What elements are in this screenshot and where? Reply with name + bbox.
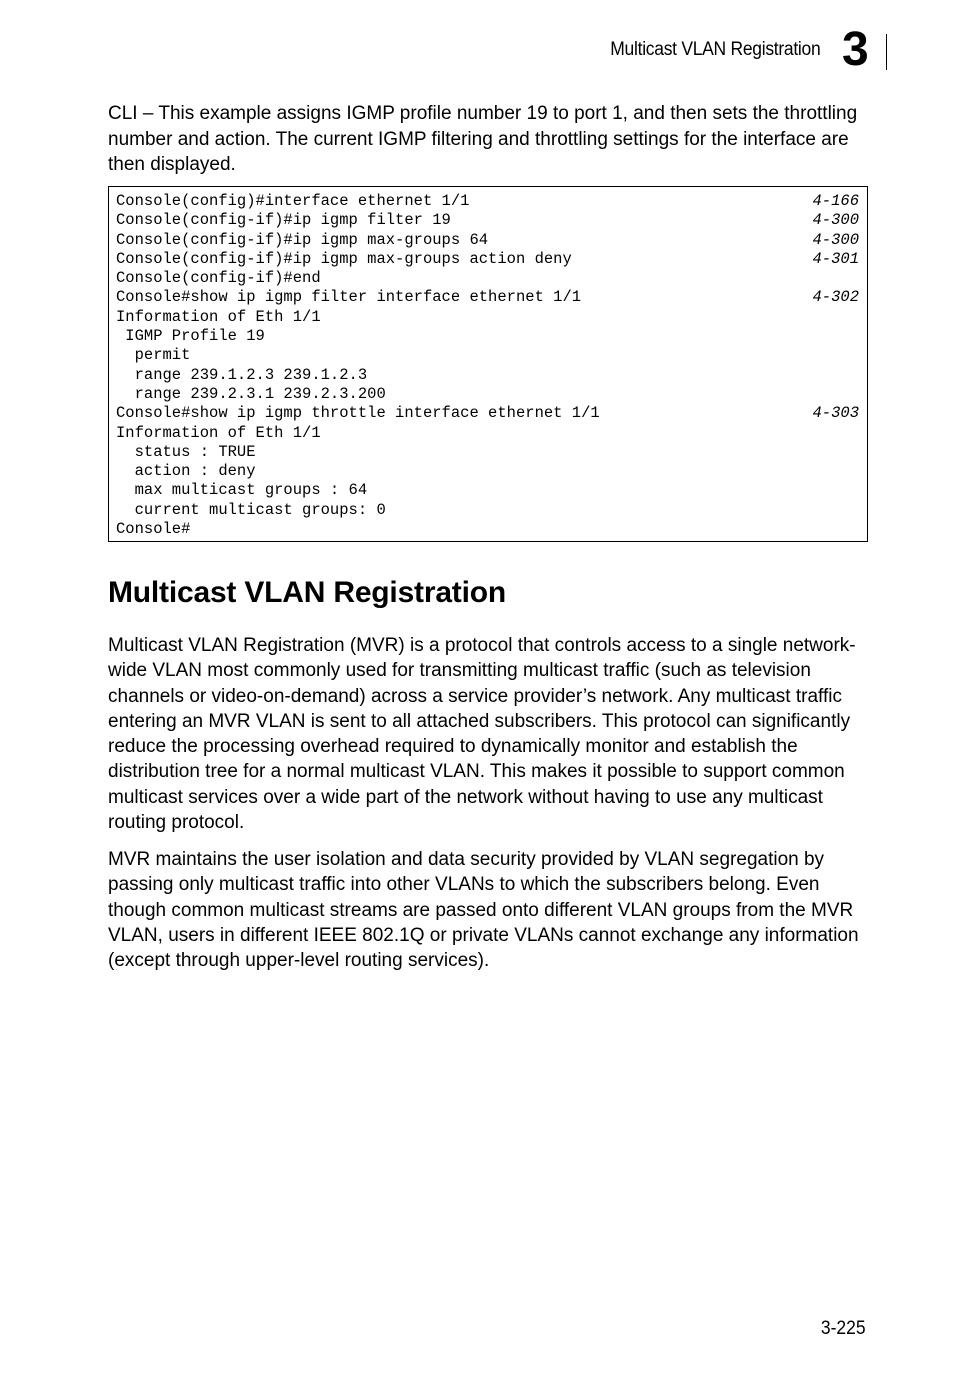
body-paragraph: MVR maintains the user isolation and data security provided by VLAN segregation by passing only multicast traffic into other VLANs to which the subscribers belong. Even though common multicast streams are passed onto different VLAN groups from the MVR VLAN, users in different IEEE 802.1Q or private VLANs cannot exchange any information (except through upper-level routing services). <box>108 849 859 972</box>
code-line <box>116 424 859 443</box>
chapter-divider <box>886 34 887 70</box>
code-line <box>116 250 859 269</box>
section-heading: Multicast VLAN Registration <box>108 576 506 609</box>
code-command: Console# <box>116 520 191 539</box>
code-line <box>116 443 859 462</box>
code-command: range 239.1.2.3 239.1.2.3 <box>116 365 368 384</box>
code-line <box>116 211 859 230</box>
code-line <box>116 520 859 539</box>
code-line <box>116 269 859 288</box>
running-header-title: Multicast VLAN Registration <box>609 39 820 60</box>
code-page-reference: 4-301 <box>812 249 859 268</box>
code-command: Console(config-if)#ip igmp max-groups action deny <box>116 249 572 268</box>
code-command: action : deny <box>116 462 256 481</box>
code-page-reference: 4-300 <box>812 230 859 249</box>
body-paragraph: Multicast VLAN Registration (MVR) is a protocol that controls access to a single network-wide VLAN most commonly used for transmitting multicast traffic (such as television channels or video-on-demand) across a service provider’s network. Any multicast traffic entering an MVR VLAN is sent to all attached subscribers. This protocol can significantly reduce the processing overhead required to dynamically monitor and establish the distribution tree for a normal multicast VLAN. This makes it possible to support common multicast services over a wide part of the network without having to use any multicast routing protocol. <box>108 635 856 834</box>
chapter-number: 3 <box>842 23 869 76</box>
code-command: Console(config-if)#ip igmp max-groups 64 <box>116 230 489 249</box>
code-line <box>116 327 859 346</box>
code-page-reference: 4-302 <box>812 288 859 307</box>
code-command: range 239.2.3.1 239.2.3.200 <box>116 384 386 403</box>
code-command: permit <box>116 346 191 365</box>
code-line <box>116 288 859 307</box>
code-line <box>116 308 859 327</box>
code-command: Console(config-if)#end <box>116 269 321 288</box>
code-command: Information of Eth 1/1 <box>116 307 321 326</box>
code-command: Console(config)#interface ethernet 1/1 <box>116 192 470 210</box>
code-page-reference: 4-166 <box>812 192 859 210</box>
code-command: Information of Eth 1/1 <box>116 423 321 442</box>
code-line <box>116 481 859 500</box>
code-page-reference: 4-303 <box>812 404 859 423</box>
page-number: 3-225 <box>821 1318 866 1339</box>
code-line <box>116 346 859 365</box>
code-command: max multicast groups : 64 <box>116 481 368 500</box>
code-line <box>116 231 859 250</box>
code-page-reference: 4-300 <box>812 211 859 230</box>
code-command: current multicast groups: 0 <box>116 500 386 519</box>
code-line <box>116 192 859 211</box>
code-line <box>116 462 859 481</box>
code-line <box>116 404 859 423</box>
code-command: Console#show ip igmp throttle interface ethernet 1/1 <box>116 404 600 423</box>
cli-intro-text: CLI – This example assigns IGMP profile number 19 to port 1, and then sets the throttling number and action. The current IGMP filtering and throttling settings for the interface are then displayed. <box>108 103 858 175</box>
code-line <box>116 366 859 385</box>
code-command: Console#show ip igmp filter interface ethernet 1/1 <box>116 288 582 307</box>
code-command: IGMP Profile 19 <box>116 327 265 346</box>
code-command: Console(config-if)#ip igmp filter 19 <box>116 211 451 230</box>
cli-code-block <box>108 186 868 542</box>
code-line <box>116 501 859 520</box>
code-line <box>116 385 859 404</box>
code-command: status : TRUE <box>116 442 256 461</box>
